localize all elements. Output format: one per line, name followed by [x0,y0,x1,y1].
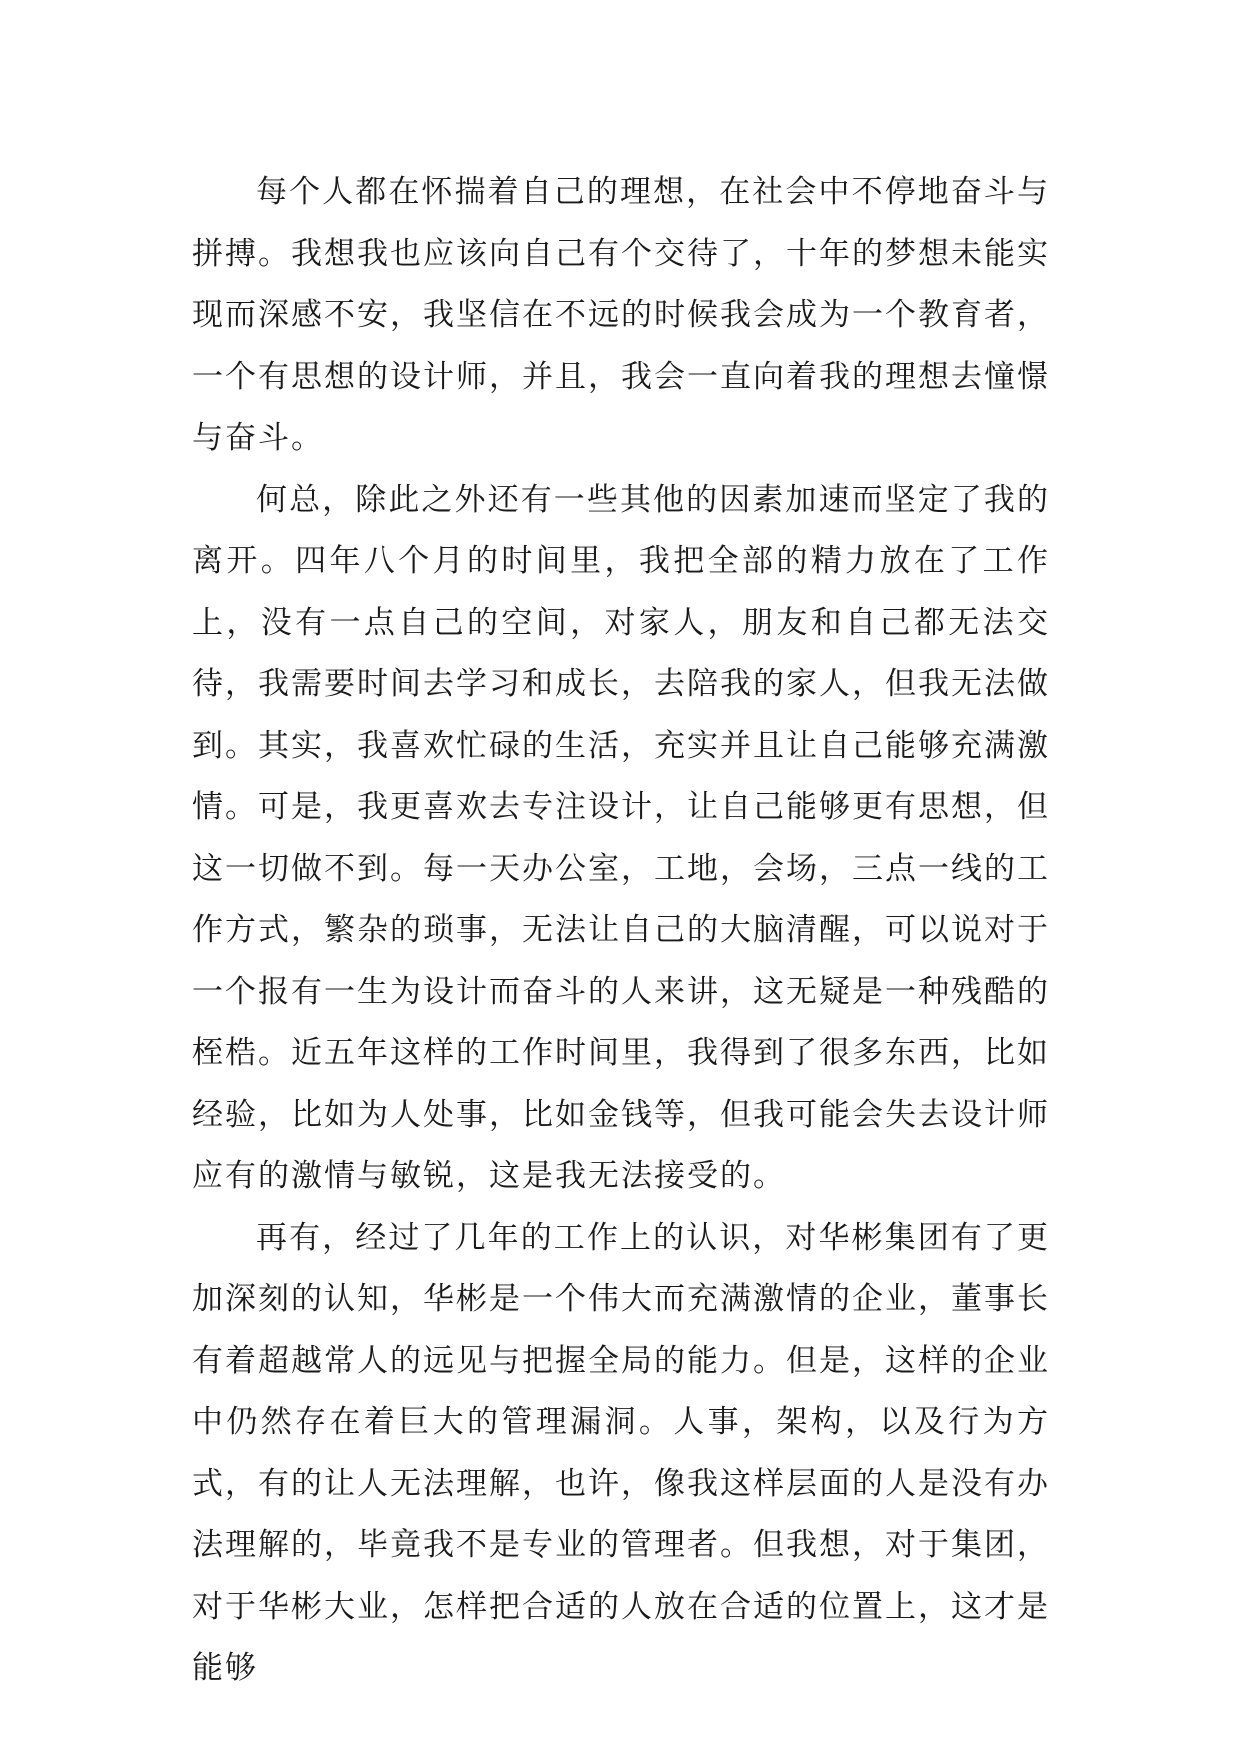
document-body [192,162,1050,1700]
paragraph-ideals: 每个人都在怀揣着自己的理想，在社会中不停地奋斗与拼搏。我想我也应该向自己有个交待了，十年的梦想未能实现而深感不安，我坚信在不远的时候我会成为一个教育者，一个有思想的设计师，并且，我会一直向着我的理想去憧憬与奋斗。 [192,174,1050,456]
paragraph-management: 再有，经过了几年的工作上的认识，对华彬集团有了更加深刻的认知，华彬是一个伟大而充满激情的企业，董事长有着超越常人的远见与把握全局的能力。但是，这样的企业中仍然存在着巨大的管理漏洞。人事，架构，以及行为方式，有的让人无法理解，也许，像我这样层面的人是没有办法理解的，毕竟我不是专业的管理者。但我想，对于集团，对于华彬大业，怎样把合适的人放在合适的位置上，这才是能够 [192,1219,1050,1686]
paragraph-reasons: 何总，除此之外还有一些其他的因素加速而坚定了我的离开。四年八个月的时间里，我把全部的精力放在了工作上，没有一点自己的空间，对家人，朋友和自己都无法交待，我需要时间去学习和成长，去陪我的家人，但我无法做到。其实，我喜欢忙碌的生活，充实并且让自己能够充满激情。可是，我更喜欢去专注设计，让自己能够更有思想，但这一切做不到。每一天办公室，工地，会场，三点一线的工作方式，繁杂的琐事，无法让自己的大脑清醒，可以说对于一个报有一生为设计而奋斗的人来讲，这无疑是一种残酷的桎梏。近五年这样的工作时间里，我得到了很多东西，比如经验，比如为人处事，比如金钱等，但我可能会失去设计师应有的激情与敏锐，这是我无法接受的。 [192,481,1050,1194]
